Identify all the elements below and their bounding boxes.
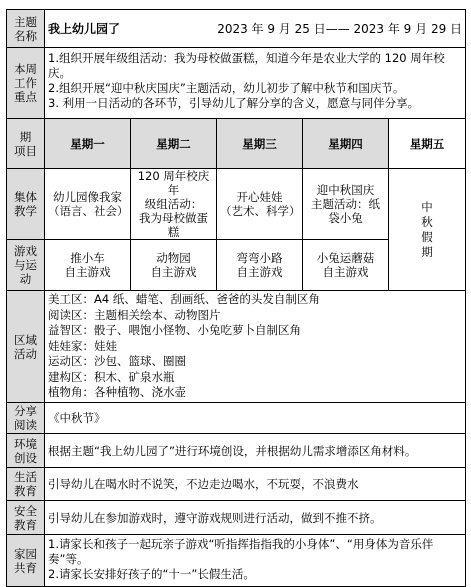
days-label: 期 项目 (7, 119, 45, 169)
focus-item: 2.组织开展“迎中秋庆国庆”主题活动，幼儿初步了解中秋节和国庆节。 (48, 81, 405, 95)
home-row (7, 535, 466, 587)
area-item: 娃娃家：娃娃 (48, 338, 117, 353)
sharing-cell: 《中秋节》 (45, 403, 466, 434)
teaching-wednesday: 开心娃娃 （艺术、科学） (217, 169, 303, 240)
topic-label: 主题 名称 (7, 10, 45, 48)
topic-cell (45, 10, 466, 48)
friday-holiday: 中 秋 假 期 (389, 169, 466, 291)
life-cell: 引导幼儿在喝水时不说笑，不边走边喝水，不玩耍，不浪费水 (45, 468, 466, 501)
group-teaching-row (7, 169, 466, 240)
safety-label: 安全 教育 (7, 501, 45, 535)
focus-item: 3. 利用一日活动的各环节，引导幼儿了解分享的含义，愿意与同伴分享。 (48, 96, 420, 110)
area-item: 运动区：沙包、篮球、圈圈 (48, 354, 186, 369)
game-monday: 推小车 自主游戏 (45, 240, 131, 291)
sharing-label: 分享 阅读 (7, 403, 45, 434)
teaching-thursday: 迎中秋国庆 主题活动：纸 袋小兔 (303, 169, 389, 240)
day-thursday: 星期四 (303, 119, 389, 169)
focus-item: 1.组织开展年级组活动：我为母校做蛋糕，知道今年是农业大学的 120 周年校庆。 (48, 51, 445, 80)
safety-row (7, 501, 466, 535)
focus-row (7, 48, 466, 119)
date-range: 2023 年 9 月 25 日—— 2023 年 9 月 29 日 (217, 21, 463, 36)
focus-label: 本周 工作 重点 (7, 48, 45, 119)
day-friday: 星期五 (389, 119, 466, 169)
game-thursday: 小兔运蘑菇 自主游戏 (303, 240, 389, 291)
day-tuesday: 星期二 (131, 119, 217, 169)
area-item: 美工区：A4 纸、蜡笔、刮画纸、爸爸的头发自制区角 (48, 292, 320, 307)
area-item: 益智区：骰子、喂饱小怪物、小兔吃萝卜自制区角 (48, 323, 301, 338)
home-cell (45, 535, 466, 587)
day-wednesday: 星期三 (217, 119, 303, 169)
areas-row (7, 291, 466, 403)
group-teaching-label: 集体 教学 (7, 169, 45, 240)
topic-row (7, 10, 466, 48)
sharing-row (7, 403, 466, 434)
area-item: 植物角：各种植物、浇水壶 (48, 385, 186, 400)
area-item: 阅读区：主题相关绘本、动物图片 (48, 307, 221, 322)
environment-cell: 根据主题“我上幼儿园了”进行环境创设，并根据幼儿需求增添区角材料。 (45, 434, 466, 468)
game-wednesday: 弯弯小路 自主游戏 (217, 240, 303, 291)
home-item: 1.请家长和孩子一起玩亲子游戏“听指挥指指我的小身体”、“用身体为音乐伴奏”等。 (48, 537, 434, 566)
teaching-tuesday: 120 周年校庆年 级组活动： 我为母校做蛋 糕 (131, 169, 217, 240)
focus-cell (45, 48, 466, 119)
days-row (7, 119, 466, 169)
environment-row (7, 434, 466, 468)
areas-label: 区域 活动 (7, 291, 45, 403)
games-label: 游戏 与运 动 (7, 240, 45, 291)
environment-label: 环境 创设 (7, 434, 45, 468)
life-label: 生活 教育 (7, 468, 45, 501)
life-row (7, 468, 466, 501)
day-monday: 星期一 (45, 119, 131, 169)
area-item: 建构区：积木、矿泉水瓶 (48, 369, 175, 384)
topic-title: 我上幼儿园了 (48, 21, 121, 36)
safety-cell: 引导幼儿在参加游戏时，遵守游戏规则进行活动，做到不推不挤。 (45, 501, 466, 535)
teaching-monday: 幼儿园像我家 （语言、社会） (45, 169, 131, 240)
weekly-plan-table (6, 9, 466, 587)
game-tuesday: 动物园 自主游戏 (131, 240, 217, 291)
home-item: 2.请家长安排好孩子的“十一”长假生活。 (48, 567, 255, 581)
areas-cell (45, 291, 466, 403)
home-label: 家园 共育 (7, 535, 45, 587)
